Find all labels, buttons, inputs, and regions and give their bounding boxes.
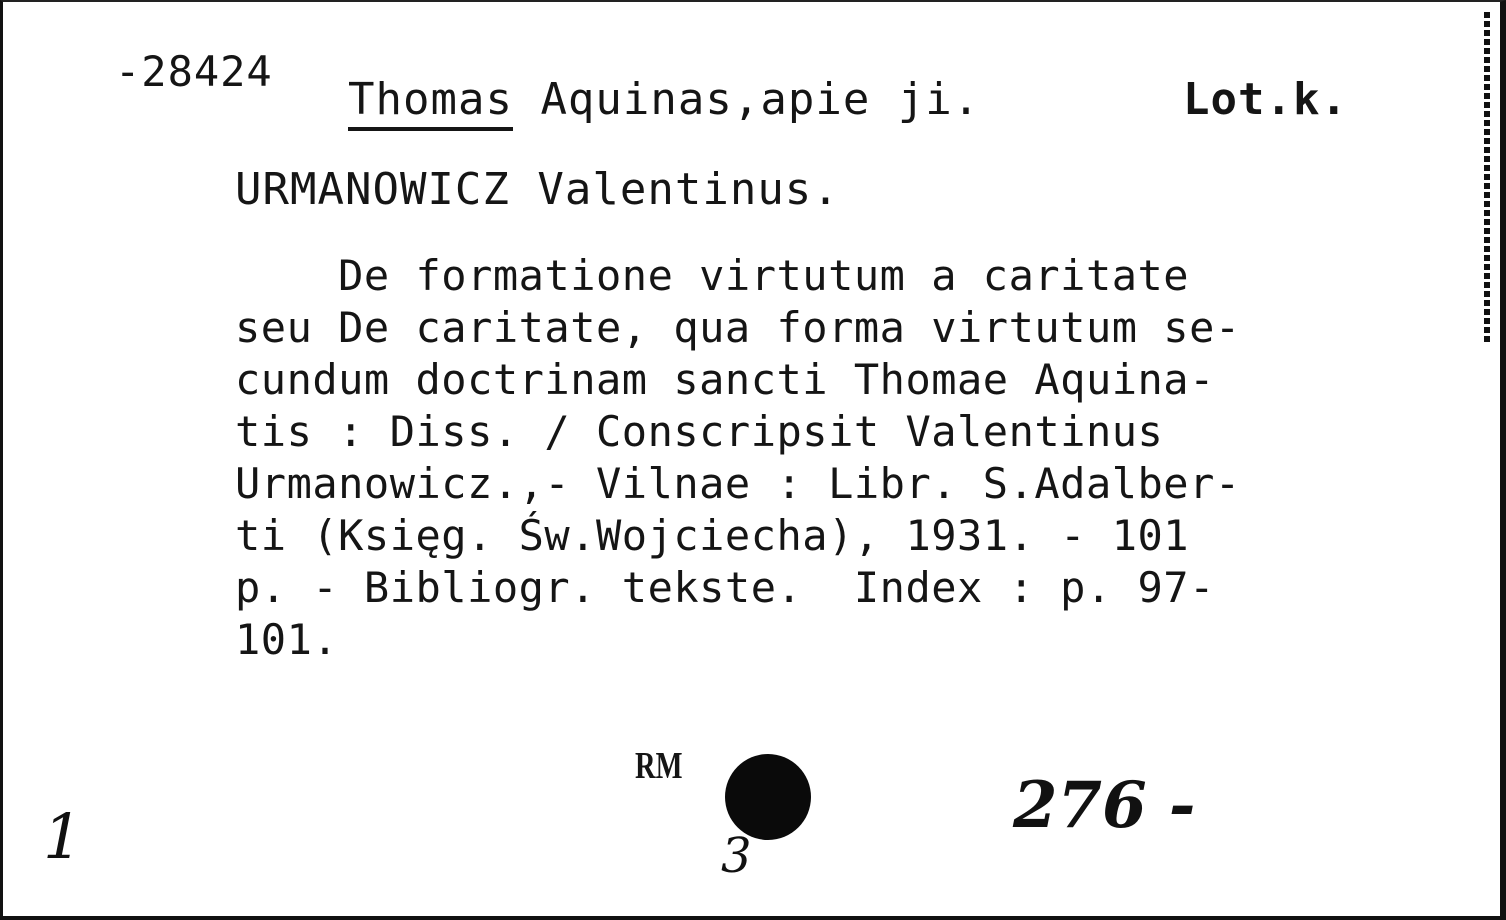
call-number: -28424 <box>115 47 273 96</box>
description-line: p. - Bibliogr. tekste. Index : p. 97- <box>235 563 1215 612</box>
card-edge-marking <box>1484 12 1490 342</box>
description-line: seu De caritate, qua forma virtutum se- <box>235 303 1241 352</box>
description-line: cundum doctrinam sancti Thomae Aquina- <box>235 355 1215 404</box>
handwritten-number-left: 1 <box>43 800 83 873</box>
subject-heading-name: Thomas <box>348 74 513 131</box>
handwritten-shelf-number: 276 - <box>1013 768 1196 843</box>
author-entry: URMANOWICZ Valentinus. <box>235 164 840 215</box>
description-line: Urmanowicz.,- Vilnae : Libr. S.Adalber- <box>235 459 1241 508</box>
subject-heading <box>348 74 980 126</box>
description-line: ti (Księg. Św.Wojciecha), 1931. - 101 <box>235 511 1190 560</box>
rm-stamp: RM <box>635 745 683 787</box>
handwritten-number-below-hole: 3 <box>721 828 752 884</box>
description-line: 101. <box>235 615 339 664</box>
bibliographic-description <box>235 250 1241 666</box>
language-note: Lot.k. <box>1183 74 1348 125</box>
subject-heading-rest: Aquinas,apie ji. <box>512 74 981 125</box>
description-line: tis : Diss. / Conscripsit Valentinus <box>235 407 1164 456</box>
description-line: De formatione virtutum a caritate <box>235 251 1190 300</box>
